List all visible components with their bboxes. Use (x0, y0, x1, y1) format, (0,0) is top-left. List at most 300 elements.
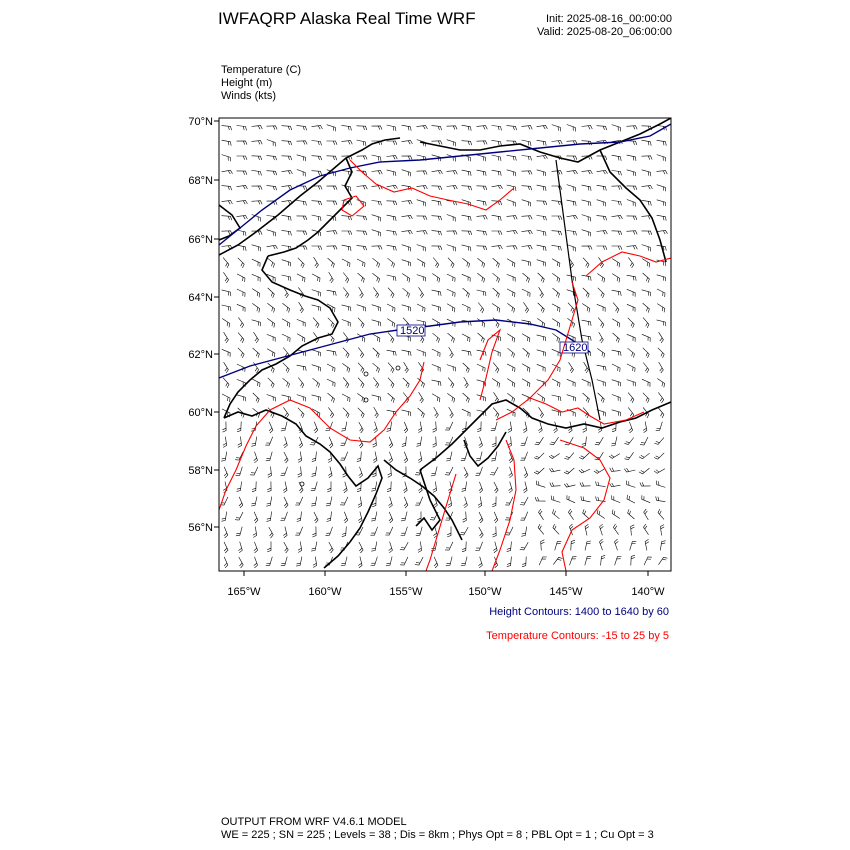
wind-barb (522, 230, 533, 234)
wind-barb (403, 378, 409, 388)
wind-barb (298, 467, 302, 478)
wind-barb (252, 126, 263, 130)
wind-barb (312, 409, 320, 417)
wind-barb (447, 186, 458, 190)
wind-barb (627, 216, 637, 220)
wind-barb (359, 467, 363, 478)
wind-barb (238, 317, 243, 328)
wind-barb (553, 524, 559, 534)
wind-barb (598, 318, 604, 328)
wind-barb (462, 334, 470, 342)
wind-barb (224, 542, 228, 553)
wind-barb (281, 467, 288, 476)
wind-barb (553, 509, 560, 519)
wind-barb (522, 379, 530, 387)
wind-barb (446, 452, 452, 461)
wind-barb (479, 512, 483, 523)
wind-barb (477, 290, 486, 296)
wind-barb (237, 126, 247, 131)
wind-barb (329, 437, 333, 448)
wind-barb (478, 333, 485, 343)
wind-barb (627, 481, 636, 488)
wind-barb (343, 288, 349, 299)
wind-barb (327, 186, 338, 190)
wind-barb (252, 379, 260, 387)
wind-barb (298, 378, 304, 389)
wind-barb (612, 246, 623, 250)
wind-barb (358, 512, 362, 523)
wind-barb (539, 407, 544, 418)
wind-barb (597, 231, 608, 235)
wind-barb (387, 125, 396, 131)
wind-barb (312, 527, 316, 538)
wind-barb (521, 527, 526, 537)
wind-barb (627, 289, 635, 296)
wind-barb (328, 407, 333, 418)
wind-barb (657, 481, 666, 488)
wind-barb (433, 258, 439, 269)
wind-barb (312, 141, 322, 146)
wind-barb (598, 393, 605, 403)
wind-barb (327, 246, 338, 250)
wind-barb (627, 334, 635, 341)
wind-barb (342, 245, 351, 251)
wind-barb (222, 394, 230, 402)
wind-barb (221, 452, 227, 462)
wind-barb (549, 454, 560, 459)
wind-barb (342, 141, 353, 145)
wind-barb (583, 393, 590, 403)
wind-barb (402, 260, 411, 267)
wind-barb (627, 126, 638, 130)
wind-barb (659, 557, 668, 564)
wind-barb (388, 258, 395, 267)
lon-label: 145°W (549, 586, 583, 598)
wind-barb (479, 437, 483, 448)
wind-barb (432, 231, 442, 236)
wind-barb (357, 126, 367, 130)
wind-barb (612, 510, 620, 519)
wind-barb (642, 334, 650, 341)
wind-barb (343, 348, 349, 358)
wind-barb (463, 393, 470, 403)
wind-barb (314, 257, 319, 268)
wind-barb (507, 259, 515, 267)
wind-barb (239, 497, 243, 508)
wind-barb (417, 200, 426, 207)
wind-barb (283, 378, 290, 387)
wind-barb (295, 497, 303, 505)
wind-barb (387, 482, 391, 492)
wind-barb (657, 200, 666, 206)
wind-barb (537, 155, 548, 159)
wind-barb (492, 379, 500, 388)
wind-barb (569, 362, 574, 373)
wind-barb (639, 453, 650, 459)
lat-label: 66°N (188, 234, 213, 246)
temperature-contours (219, 160, 671, 571)
wind-barb (582, 126, 593, 130)
wind-barb (373, 363, 380, 372)
wind-barb (568, 303, 574, 313)
wind-barb (341, 422, 347, 432)
wind-barb (644, 524, 649, 535)
wind-barb (507, 126, 517, 131)
wind-barb (282, 334, 290, 342)
wind-barb (239, 542, 243, 553)
wind-barb (550, 437, 559, 445)
wind-barb (582, 200, 591, 206)
wind-barb (238, 333, 244, 343)
wind-barb (462, 258, 469, 267)
wind-barb (282, 170, 293, 174)
wind-barb (254, 542, 258, 553)
wind-barb (297, 231, 307, 235)
wind-barb (250, 467, 258, 475)
wind-barb (612, 215, 623, 219)
wind-barb (535, 497, 545, 501)
wind-barb (643, 422, 647, 433)
wind-barb (432, 274, 439, 283)
wind-barb (491, 422, 497, 431)
wind-barb (432, 349, 440, 357)
wind-barb (598, 288, 604, 298)
wind-barb (327, 290, 337, 296)
wind-barb (447, 304, 455, 313)
wind-barb (552, 333, 559, 342)
wind-barb (252, 303, 259, 312)
wind-barb (359, 287, 364, 298)
wind-barb (447, 126, 458, 130)
wind-barb (267, 186, 277, 191)
wind-barb (643, 348, 649, 358)
wind-barb (624, 468, 635, 472)
wind-barb (477, 141, 488, 145)
wind-barb (401, 512, 407, 521)
wind-barb (327, 125, 336, 132)
wind-barb (657, 171, 668, 175)
wind-barb (223, 272, 228, 283)
wind-barb (627, 155, 636, 161)
wind-barb (298, 542, 302, 553)
wind-barb (581, 496, 591, 502)
wind-barb (387, 245, 397, 250)
wind-barb (630, 541, 637, 550)
wind-barb (625, 452, 634, 459)
wind-barb (327, 482, 331, 493)
wind-barb (357, 231, 367, 235)
wind-barb (222, 319, 230, 328)
wind-barb (359, 542, 363, 553)
wind-barb (493, 363, 499, 373)
wind-barb (462, 274, 470, 281)
wind-barb (477, 155, 486, 161)
wind-barb (570, 557, 577, 566)
wind-barb (251, 437, 256, 447)
wind-barb (508, 348, 515, 357)
wind-barb (521, 437, 528, 446)
wind-barb (537, 335, 546, 341)
wind-barb (537, 140, 547, 145)
wind-barb (597, 185, 607, 190)
wind-barb (567, 379, 575, 386)
wind-barb (657, 320, 666, 326)
wind-barb (237, 245, 247, 251)
lon-label: 165°W (227, 586, 261, 598)
station-markers (300, 366, 400, 486)
wind-barb (268, 467, 272, 478)
wind-barb (267, 156, 277, 161)
wind-barb (296, 557, 302, 567)
wind-barb (464, 497, 468, 508)
wind-barb (613, 303, 619, 313)
wind-barb (222, 126, 232, 131)
wind-barb (343, 378, 349, 389)
wind-barb (642, 290, 651, 296)
wind-barb (297, 170, 306, 177)
wind-barb (418, 408, 425, 418)
wind-barb (327, 379, 335, 387)
wind-barb (612, 395, 621, 402)
wind-barb (222, 290, 231, 296)
wind-barb (660, 525, 664, 536)
wind-barb (358, 347, 363, 358)
wind-barb (522, 246, 533, 250)
footer-model: OUTPUT FROM WRF V4.6.1 MODEL (221, 816, 407, 828)
wind-barb (643, 273, 650, 283)
wind-barb (612, 350, 622, 356)
wind-barb (552, 201, 562, 206)
wind-barb (312, 365, 321, 372)
wind-barb (493, 408, 499, 418)
wind-barb (358, 318, 364, 328)
wind-barb (372, 320, 381, 326)
wind-barb (387, 275, 396, 281)
wind-barb (597, 304, 605, 311)
wind-barb (654, 438, 664, 445)
wind-barb (236, 527, 242, 536)
wind-barb (267, 230, 276, 237)
contour-label-1520: 1520 (400, 325, 425, 337)
wind-barb (553, 288, 560, 298)
wind-barb (432, 394, 440, 403)
wind-barb (357, 305, 366, 312)
wind-barb (582, 170, 593, 174)
wind-barb (357, 216, 367, 220)
wind-barb (477, 170, 487, 176)
wind-barb (522, 126, 533, 130)
wind-barb (627, 141, 637, 145)
wind-barb (402, 230, 413, 234)
wind-barb (507, 319, 515, 327)
wind-barb (595, 437, 604, 445)
wind-barb (254, 557, 258, 568)
wind-barb (282, 156, 292, 160)
wind-barb (371, 557, 378, 566)
wind-barb (644, 509, 649, 520)
wind-barb (659, 332, 664, 343)
wind-barb (642, 185, 653, 189)
wind-barb (462, 186, 472, 191)
wind-barb (359, 437, 363, 448)
legend-temperature: Temperature (C) (221, 64, 302, 76)
wind-barb (372, 305, 381, 312)
wind-barb (297, 395, 306, 402)
wind-barb (432, 200, 442, 206)
wind-barb (254, 512, 258, 523)
wind-barb (374, 407, 379, 418)
wind-barb (656, 496, 666, 501)
wind-barb (387, 304, 395, 312)
wind-barb (267, 140, 276, 147)
wind-barb (222, 422, 226, 433)
wind-barb (252, 259, 260, 267)
wind-barb (403, 482, 407, 493)
wind-barb (476, 467, 483, 476)
lat-label: 56°N (188, 522, 213, 534)
wind-barb (282, 260, 291, 267)
wind-barb (295, 527, 302, 535)
wind-barb (479, 482, 483, 493)
wind-barb (538, 422, 542, 433)
wind-barb (657, 185, 666, 192)
wind-barb (520, 542, 528, 550)
wind-barb (237, 304, 245, 311)
wind-barb (237, 171, 247, 175)
wind-barb (645, 539, 649, 550)
wind-barb (265, 437, 272, 445)
wind-barb (341, 557, 347, 566)
wind-barb (312, 215, 321, 221)
wind-barb (552, 304, 560, 312)
wind-barb (523, 273, 530, 283)
wind-barb (582, 335, 592, 341)
wind-barb (359, 422, 363, 433)
wind-barb (642, 259, 650, 268)
wind-barb (222, 305, 231, 311)
wind-barb (600, 539, 604, 550)
wind-barb (269, 527, 273, 538)
wind-barb (238, 348, 244, 358)
wind-barb (447, 393, 454, 402)
wind-barb (611, 437, 617, 446)
wind-barb (358, 497, 362, 508)
wind-barb (538, 273, 545, 283)
wind-barb (475, 542, 482, 551)
wind-barb (462, 482, 467, 492)
wind-barb (267, 349, 275, 357)
wind-barb (609, 454, 620, 459)
wind-barb (660, 541, 665, 551)
wind-barb (615, 539, 619, 550)
wind-barb (657, 304, 665, 313)
wind-barb (284, 452, 288, 463)
wind-barb (550, 483, 561, 487)
wind-barb (612, 125, 621, 132)
wind-barb (462, 350, 472, 356)
wind-barb (372, 258, 379, 267)
wind-barb (327, 231, 338, 235)
wind-barb (460, 527, 468, 535)
wind-barb (388, 467, 392, 478)
wind-barb (507, 334, 515, 343)
wind-barb (628, 393, 634, 403)
wind-barb (643, 393, 649, 403)
wind-barb (417, 259, 425, 267)
wind-barb (571, 540, 575, 550)
legend-winds: Winds (kts) (221, 90, 276, 102)
wind-barb (600, 524, 604, 535)
wind-barb (448, 378, 454, 388)
wind-barb (552, 245, 562, 250)
wind-barb (267, 482, 271, 493)
wind-barb (507, 379, 515, 388)
wind-barb (537, 245, 547, 251)
wind-barb (387, 215, 397, 221)
wind-barb (312, 274, 320, 282)
wind-barb (267, 318, 274, 327)
wind-barb (582, 437, 587, 447)
wind-barb (494, 512, 498, 523)
lon-label: 140°W (631, 586, 665, 598)
wind-barb (612, 231, 622, 235)
wind-barb (299, 437, 303, 448)
wind-barb (312, 201, 322, 205)
wind-barb (538, 524, 544, 534)
wind-barbs (220, 125, 667, 569)
wind-barb (624, 438, 633, 445)
wind-barb (267, 395, 276, 402)
wind-barb (223, 437, 227, 448)
wind-barb (627, 364, 635, 372)
wind-barb (597, 170, 608, 174)
wind-barb (385, 527, 393, 535)
wind-barb (567, 495, 575, 503)
wind-barb (524, 467, 528, 478)
wind-barb (402, 140, 413, 144)
wind-barb (415, 557, 423, 565)
wind-barb (340, 452, 347, 460)
wind-barb (402, 437, 407, 447)
wind-barb (642, 495, 650, 502)
wind-barb (417, 350, 426, 357)
wind-barb (612, 290, 622, 296)
footer-params: WE = 225 ; SN = 225 ; Levels = 38 ; Dis = 8km ; Phys Opt = 8 ; PBL Opt = 1 ; Cu Opt = 3 (221, 829, 654, 841)
wind-barb (508, 422, 512, 433)
wind-barb (312, 350, 321, 357)
init-time: Init: 2025-08-16_00:00:00 (546, 13, 672, 25)
wind-barb (340, 497, 348, 505)
wind-barb (523, 482, 527, 493)
wind-barb (612, 319, 620, 328)
wind-barb (223, 378, 229, 388)
wind-barb (582, 379, 590, 386)
wind-barb (585, 556, 591, 565)
wind-barb (567, 231, 577, 236)
wind-barb (447, 171, 458, 175)
wind-barb (253, 348, 260, 358)
wind-barb (642, 170, 651, 176)
wind-barb (522, 364, 530, 372)
wind-barb (298, 408, 304, 418)
wind-barb (297, 365, 307, 371)
wind-barb (221, 512, 226, 522)
wind-barb (267, 303, 274, 312)
wind-barb (404, 452, 408, 463)
wind-barb (418, 452, 422, 463)
wind-barb (386, 557, 392, 566)
wind-barb (433, 422, 437, 433)
